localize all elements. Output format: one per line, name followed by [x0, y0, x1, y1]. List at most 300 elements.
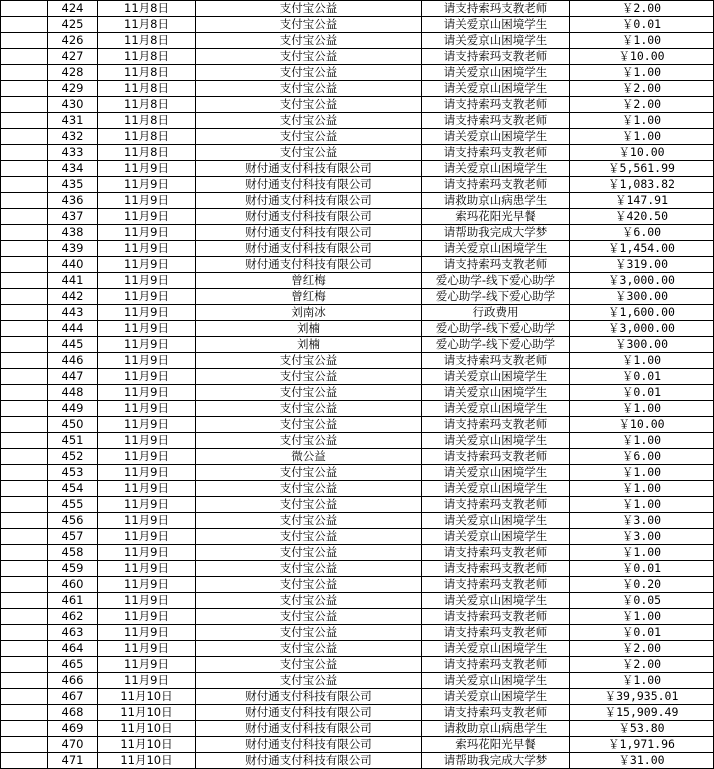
- table-row: [1, 737, 714, 753]
- amount-cell: ￥2.00: [570, 657, 714, 673]
- blank-cell: [1, 289, 48, 305]
- project-cell: 请关爱京山困境学生: [422, 481, 570, 497]
- donor-cell: 支付宝公益: [196, 577, 422, 593]
- blank-cell: [1, 657, 48, 673]
- date-cell: 11月8日: [98, 1, 196, 17]
- table-row: [1, 673, 714, 689]
- donor-cell: 财付通支付科技有限公司: [196, 721, 422, 737]
- donor-cell: 财付通支付科技有限公司: [196, 209, 422, 225]
- row-number-cell: 456: [48, 513, 98, 529]
- project-cell: 爱心助学-线下爱心助学: [422, 273, 570, 289]
- date-cell: 11月9日: [98, 625, 196, 641]
- project-cell: 请支持索玛支教老师: [422, 97, 570, 113]
- date-cell: 11月9日: [98, 673, 196, 689]
- amount-cell: ￥0.01: [570, 369, 714, 385]
- amount-cell: ￥319.00: [570, 257, 714, 273]
- blank-cell: [1, 577, 48, 593]
- date-cell: 11月9日: [98, 641, 196, 657]
- donor-cell: 支付宝公益: [196, 593, 422, 609]
- row-number-cell: 471: [48, 753, 98, 769]
- donor-cell: 财付通支付科技有限公司: [196, 177, 422, 193]
- project-cell: 爱心助学-线下爱心助学: [422, 289, 570, 305]
- table-row: [1, 721, 714, 737]
- row-number-cell: 443: [48, 305, 98, 321]
- table-row: [1, 129, 714, 145]
- table-row: [1, 481, 714, 497]
- date-cell: 11月10日: [98, 737, 196, 753]
- amount-cell: ￥2.00: [570, 1, 714, 17]
- donor-cell: 财付通支付科技有限公司: [196, 241, 422, 257]
- date-cell: 11月8日: [98, 145, 196, 161]
- date-cell: 11月9日: [98, 657, 196, 673]
- table-row: [1, 561, 714, 577]
- donor-cell: 支付宝公益: [196, 657, 422, 673]
- table-row: [1, 289, 714, 305]
- project-cell: 请支持索玛支教老师: [422, 257, 570, 273]
- amount-cell: ￥1.00: [570, 401, 714, 417]
- blank-cell: [1, 609, 48, 625]
- date-cell: 11月9日: [98, 465, 196, 481]
- project-cell: 请支持索玛支教老师: [422, 497, 570, 513]
- table-row: [1, 193, 714, 209]
- table-row: [1, 385, 714, 401]
- project-cell: 请关爱京山困境学生: [422, 689, 570, 705]
- row-number-cell: 439: [48, 241, 98, 257]
- row-number-cell: 448: [48, 385, 98, 401]
- ledger-body: [1, 1, 714, 769]
- donor-cell: 支付宝公益: [196, 49, 422, 65]
- date-cell: 11月9日: [98, 577, 196, 593]
- table-row: [1, 689, 714, 705]
- row-number-cell: 436: [48, 193, 98, 209]
- table-row: [1, 97, 714, 113]
- donor-cell: 财付通支付科技有限公司: [196, 705, 422, 721]
- row-number-cell: 426: [48, 33, 98, 49]
- project-cell: 请关爱京山困境学生: [422, 593, 570, 609]
- date-cell: 11月9日: [98, 257, 196, 273]
- table-row: [1, 545, 714, 561]
- amount-cell: ￥0.01: [570, 561, 714, 577]
- project-cell: 请关爱京山困境学生: [422, 65, 570, 81]
- blank-cell: [1, 689, 48, 705]
- amount-cell: ￥1.00: [570, 33, 714, 49]
- donor-cell: 财付通支付科技有限公司: [196, 193, 422, 209]
- amount-cell: ￥147.91: [570, 193, 714, 209]
- row-number-cell: 429: [48, 81, 98, 97]
- donor-cell: 支付宝公益: [196, 385, 422, 401]
- blank-cell: [1, 625, 48, 641]
- project-cell: 爱心助学-线下爱心助学: [422, 321, 570, 337]
- amount-cell: ￥300.00: [570, 289, 714, 305]
- blank-cell: [1, 33, 48, 49]
- date-cell: 11月9日: [98, 401, 196, 417]
- project-cell: 请救助京山病患学生: [422, 193, 570, 209]
- blank-cell: [1, 529, 48, 545]
- project-cell: 请关爱京山困境学生: [422, 529, 570, 545]
- donor-cell: 支付宝公益: [196, 65, 422, 81]
- donor-cell: 财付通支付科技有限公司: [196, 689, 422, 705]
- blank-cell: [1, 305, 48, 321]
- project-cell: 请关爱京山困境学生: [422, 673, 570, 689]
- blank-cell: [1, 417, 48, 433]
- donor-cell: 支付宝公益: [196, 465, 422, 481]
- donor-cell: 支付宝公益: [196, 433, 422, 449]
- blank-cell: [1, 225, 48, 241]
- table-row: [1, 337, 714, 353]
- project-cell: 请帮助我完成大学梦: [422, 753, 570, 769]
- date-cell: 11月8日: [98, 129, 196, 145]
- donor-cell: 支付宝公益: [196, 513, 422, 529]
- date-cell: 11月9日: [98, 321, 196, 337]
- table-row: [1, 257, 714, 273]
- row-number-cell: 467: [48, 689, 98, 705]
- date-cell: 11月8日: [98, 65, 196, 81]
- row-number-cell: 425: [48, 17, 98, 33]
- row-number-cell: 441: [48, 273, 98, 289]
- project-cell: 请关爱京山困境学生: [422, 641, 570, 657]
- blank-cell: [1, 353, 48, 369]
- project-cell: 请关爱京山困境学生: [422, 369, 570, 385]
- date-cell: 11月9日: [98, 529, 196, 545]
- table-row: [1, 449, 714, 465]
- amount-cell: ￥0.01: [570, 385, 714, 401]
- donor-cell: 支付宝公益: [196, 97, 422, 113]
- row-number-cell: 427: [48, 49, 98, 65]
- amount-cell: ￥6.00: [570, 449, 714, 465]
- date-cell: 11月8日: [98, 97, 196, 113]
- table-row: [1, 401, 714, 417]
- amount-cell: ￥6.00: [570, 225, 714, 241]
- donor-cell: 财付通支付科技有限公司: [196, 225, 422, 241]
- amount-cell: ￥2.00: [570, 97, 714, 113]
- date-cell: 11月8日: [98, 17, 196, 33]
- amount-cell: ￥31.00: [570, 753, 714, 769]
- table-row: [1, 241, 714, 257]
- amount-cell: ￥1,600.00: [570, 305, 714, 321]
- project-cell: 请关爱京山困境学生: [422, 401, 570, 417]
- donor-cell: 财付通支付科技有限公司: [196, 257, 422, 273]
- blank-cell: [1, 65, 48, 81]
- amount-cell: ￥1.00: [570, 497, 714, 513]
- blank-cell: [1, 17, 48, 33]
- project-cell: 请帮助我完成大学梦: [422, 225, 570, 241]
- table-row: [1, 705, 714, 721]
- amount-cell: ￥10.00: [570, 145, 714, 161]
- row-number-cell: 459: [48, 561, 98, 577]
- date-cell: 11月9日: [98, 449, 196, 465]
- date-cell: 11月9日: [98, 417, 196, 433]
- amount-cell: ￥0.01: [570, 17, 714, 33]
- donor-cell: 支付宝公益: [196, 481, 422, 497]
- date-cell: 11月9日: [98, 369, 196, 385]
- row-number-cell: 452: [48, 449, 98, 465]
- table-row: [1, 513, 714, 529]
- amount-cell: ￥1.00: [570, 353, 714, 369]
- donor-cell: 支付宝公益: [196, 529, 422, 545]
- amount-cell: ￥5,561.99: [570, 161, 714, 177]
- amount-cell: ￥0.01: [570, 625, 714, 641]
- donor-cell: 支付宝公益: [196, 81, 422, 97]
- table-row: [1, 65, 714, 81]
- project-cell: 请关爱京山困境学生: [422, 161, 570, 177]
- date-cell: 11月9日: [98, 385, 196, 401]
- donor-cell: 支付宝公益: [196, 145, 422, 161]
- row-number-cell: 469: [48, 721, 98, 737]
- amount-cell: ￥1.00: [570, 609, 714, 625]
- row-number-cell: 457: [48, 529, 98, 545]
- row-number-cell: 453: [48, 465, 98, 481]
- project-cell: 请支持索玛支教老师: [422, 49, 570, 65]
- table-row: [1, 209, 714, 225]
- project-cell: 请支持索玛支教老师: [422, 353, 570, 369]
- blank-cell: [1, 337, 48, 353]
- amount-cell: ￥15,909.49: [570, 705, 714, 721]
- amount-cell: ￥3,000.00: [570, 321, 714, 337]
- project-cell: 行政费用: [422, 305, 570, 321]
- donor-cell: 支付宝公益: [196, 625, 422, 641]
- blank-cell: [1, 481, 48, 497]
- table-row: [1, 321, 714, 337]
- blank-cell: [1, 161, 48, 177]
- blank-cell: [1, 1, 48, 17]
- row-number-cell: 433: [48, 145, 98, 161]
- project-cell: 请支持索玛支教老师: [422, 577, 570, 593]
- table-row: [1, 577, 714, 593]
- row-number-cell: 428: [48, 65, 98, 81]
- blank-cell: [1, 673, 48, 689]
- blank-cell: [1, 81, 48, 97]
- table-row: [1, 369, 714, 385]
- row-number-cell: 435: [48, 177, 98, 193]
- blank-cell: [1, 401, 48, 417]
- blank-cell: [1, 545, 48, 561]
- project-cell: 请支持索玛支教老师: [422, 417, 570, 433]
- amount-cell: ￥39,935.01: [570, 689, 714, 705]
- blank-cell: [1, 753, 48, 769]
- blank-cell: [1, 49, 48, 65]
- project-cell: 爱心助学-线下爱心助学: [422, 337, 570, 353]
- amount-cell: ￥300.00: [570, 337, 714, 353]
- blank-cell: [1, 433, 48, 449]
- table-row: [1, 17, 714, 33]
- amount-cell: ￥1,083.82: [570, 177, 714, 193]
- donor-cell: 微公益: [196, 449, 422, 465]
- table-row: [1, 81, 714, 97]
- blank-cell: [1, 641, 48, 657]
- project-cell: 请支持索玛支教老师: [422, 449, 570, 465]
- date-cell: 11月9日: [98, 353, 196, 369]
- row-number-cell: 440: [48, 257, 98, 273]
- blank-cell: [1, 209, 48, 225]
- project-cell: 请关爱京山困境学生: [422, 17, 570, 33]
- amount-cell: ￥420.50: [570, 209, 714, 225]
- table-row: [1, 49, 714, 65]
- row-number-cell: 445: [48, 337, 98, 353]
- donor-cell: 支付宝公益: [196, 609, 422, 625]
- date-cell: 11月8日: [98, 113, 196, 129]
- date-cell: 11月9日: [98, 561, 196, 577]
- date-cell: 11月9日: [98, 545, 196, 561]
- table-row: [1, 113, 714, 129]
- blank-cell: [1, 593, 48, 609]
- donor-cell: 支付宝公益: [196, 1, 422, 17]
- amount-cell: ￥1,454.00: [570, 241, 714, 257]
- blank-cell: [1, 737, 48, 753]
- donor-cell: 支付宝公益: [196, 113, 422, 129]
- blank-cell: [1, 721, 48, 737]
- amount-cell: ￥1.00: [570, 481, 714, 497]
- table-row: [1, 465, 714, 481]
- amount-cell: ￥3.00: [570, 513, 714, 529]
- row-number-cell: 465: [48, 657, 98, 673]
- amount-cell: ￥1,971.96: [570, 737, 714, 753]
- project-cell: 请救助京山病患学生: [422, 721, 570, 737]
- donor-cell: 支付宝公益: [196, 353, 422, 369]
- project-cell: 请关爱京山困境学生: [422, 241, 570, 257]
- amount-cell: ￥1.00: [570, 129, 714, 145]
- project-cell: 请支持索玛支教老师: [422, 113, 570, 129]
- row-number-cell: 470: [48, 737, 98, 753]
- donor-cell: 支付宝公益: [196, 497, 422, 513]
- row-number-cell: 450: [48, 417, 98, 433]
- date-cell: 11月9日: [98, 497, 196, 513]
- blank-cell: [1, 561, 48, 577]
- blank-cell: [1, 513, 48, 529]
- date-cell: 11月9日: [98, 593, 196, 609]
- donor-cell: 财付通支付科技有限公司: [196, 161, 422, 177]
- row-number-cell: 463: [48, 625, 98, 641]
- row-number-cell: 447: [48, 369, 98, 385]
- blank-cell: [1, 385, 48, 401]
- date-cell: 11月9日: [98, 433, 196, 449]
- date-cell: 11月10日: [98, 753, 196, 769]
- row-number-cell: 458: [48, 545, 98, 561]
- project-cell: 请支持索玛支教老师: [422, 609, 570, 625]
- project-cell: 请支持索玛支教老师: [422, 561, 570, 577]
- amount-cell: ￥1.00: [570, 673, 714, 689]
- blank-cell: [1, 241, 48, 257]
- row-number-cell: 437: [48, 209, 98, 225]
- row-number-cell: 446: [48, 353, 98, 369]
- table-row: [1, 161, 714, 177]
- blank-cell: [1, 497, 48, 513]
- row-number-cell: 434: [48, 161, 98, 177]
- table-row: [1, 417, 714, 433]
- donor-cell: 财付通支付科技有限公司: [196, 753, 422, 769]
- row-number-cell: 444: [48, 321, 98, 337]
- amount-cell: ￥53.80: [570, 721, 714, 737]
- row-number-cell: 442: [48, 289, 98, 305]
- date-cell: 11月9日: [98, 289, 196, 305]
- blank-cell: [1, 129, 48, 145]
- table-row: [1, 625, 714, 641]
- row-number-cell: 468: [48, 705, 98, 721]
- table-row: [1, 353, 714, 369]
- table-row: [1, 225, 714, 241]
- date-cell: 11月8日: [98, 49, 196, 65]
- table-row: [1, 305, 714, 321]
- donor-cell: 支付宝公益: [196, 417, 422, 433]
- blank-cell: [1, 369, 48, 385]
- row-number-cell: 438: [48, 225, 98, 241]
- date-cell: 11月9日: [98, 241, 196, 257]
- table-row: [1, 593, 714, 609]
- table-row: [1, 497, 714, 513]
- date-cell: 11月9日: [98, 481, 196, 497]
- project-cell: 请关爱京山困境学生: [422, 385, 570, 401]
- table-row: [1, 145, 714, 161]
- donor-cell: 支付宝公益: [196, 17, 422, 33]
- amount-cell: ￥10.00: [570, 49, 714, 65]
- date-cell: 11月9日: [98, 193, 196, 209]
- row-number-cell: 451: [48, 433, 98, 449]
- donor-cell: 支付宝公益: [196, 641, 422, 657]
- amount-cell: ￥3.00: [570, 529, 714, 545]
- project-cell: 请支持索玛支教老师: [422, 657, 570, 673]
- amount-cell: ￥0.05: [570, 593, 714, 609]
- row-number-cell: 430: [48, 97, 98, 113]
- donor-cell: 刘楠: [196, 337, 422, 353]
- blank-cell: [1, 177, 48, 193]
- table-row: [1, 177, 714, 193]
- project-cell: 请支持索玛支教老师: [422, 145, 570, 161]
- table-row: [1, 273, 714, 289]
- blank-cell: [1, 321, 48, 337]
- table-row: [1, 609, 714, 625]
- donor-cell: 刘楠: [196, 321, 422, 337]
- blank-cell: [1, 705, 48, 721]
- amount-cell: ￥1.00: [570, 433, 714, 449]
- donor-cell: 支付宝公益: [196, 401, 422, 417]
- amount-cell: ￥0.20: [570, 577, 714, 593]
- table-row: [1, 753, 714, 769]
- donor-cell: 曾红梅: [196, 289, 422, 305]
- date-cell: 11月10日: [98, 705, 196, 721]
- amount-cell: ￥1.00: [570, 113, 714, 129]
- blank-cell: [1, 273, 48, 289]
- table-row: [1, 641, 714, 657]
- date-cell: 11月8日: [98, 33, 196, 49]
- project-cell: 请支持索玛支教老师: [422, 545, 570, 561]
- project-cell: 请关爱京山困境学生: [422, 433, 570, 449]
- project-cell: 请关爱京山困境学生: [422, 465, 570, 481]
- donor-cell: 财付通支付科技有限公司: [196, 737, 422, 753]
- donor-cell: 支付宝公益: [196, 33, 422, 49]
- date-cell: 11月9日: [98, 225, 196, 241]
- donor-cell: 支付宝公益: [196, 561, 422, 577]
- project-cell: 请关爱京山困境学生: [422, 33, 570, 49]
- row-number-cell: 461: [48, 593, 98, 609]
- donor-cell: 刘南冰: [196, 305, 422, 321]
- blank-cell: [1, 97, 48, 113]
- table-row: [1, 433, 714, 449]
- row-number-cell: 455: [48, 497, 98, 513]
- table-row: [1, 529, 714, 545]
- row-number-cell: 449: [48, 401, 98, 417]
- date-cell: 11月9日: [98, 177, 196, 193]
- date-cell: 11月9日: [98, 305, 196, 321]
- blank-cell: [1, 145, 48, 161]
- blank-cell: [1, 257, 48, 273]
- blank-cell: [1, 449, 48, 465]
- amount-cell: ￥2.00: [570, 81, 714, 97]
- amount-cell: ￥1.00: [570, 65, 714, 81]
- date-cell: 11月9日: [98, 609, 196, 625]
- date-cell: 11月9日: [98, 513, 196, 529]
- date-cell: 11月10日: [98, 721, 196, 737]
- amount-cell: ￥2.00: [570, 641, 714, 657]
- blank-cell: [1, 193, 48, 209]
